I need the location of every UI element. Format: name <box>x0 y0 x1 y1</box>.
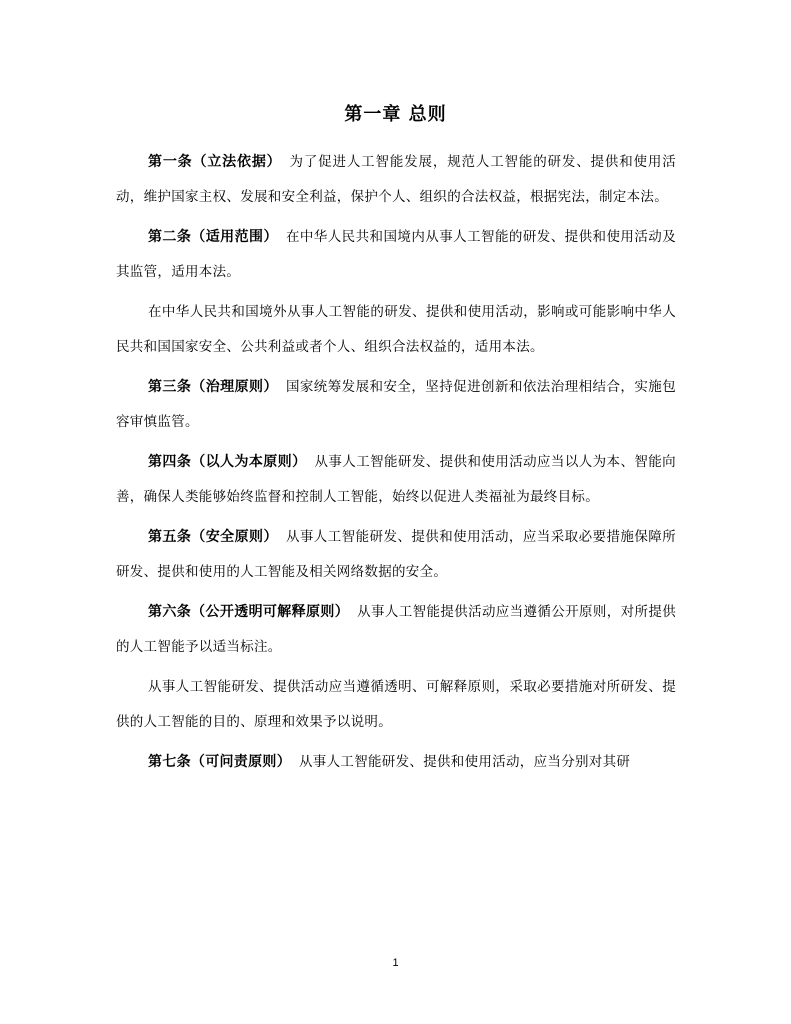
article-paragraph <box>116 595 676 664</box>
article-label: 第三条（治理原则） <box>148 379 278 395</box>
page-number: 1 <box>392 957 399 969</box>
article-text: 从事人工智能提供活动应当遵循公开原则，对所提供的人工智能予以适当标注。 <box>116 604 677 655</box>
article-paragraph <box>116 745 676 780</box>
article-label: 第一条（立法依据） <box>148 154 282 170</box>
article-label: 第七条（可问责原则） <box>148 754 291 770</box>
article-label: 第四条（以人为本原则） <box>148 454 307 470</box>
article-text: 从事人工智能研发、提供活动应当遵循透明、可解释原则，采取必要措施对所研发、提供的人工智能的目的、原理和效果予以说明。 <box>116 679 676 730</box>
article-paragraph <box>116 670 676 739</box>
article-paragraph <box>116 145 676 214</box>
article-text: 在中华人民共和国境外从事人工智能的研发、提供和使用活动，影响或可能影响中华人民共和国国家安全、公共利益或者个人、组织合法权益的，适用本法。 <box>116 304 676 355</box>
article-paragraph <box>116 445 676 514</box>
article-text: 从事人工智能研发、提供和使用活动应当以人为本、智能向善，确保人类能够始终监督和控制人工智能，始终以促进人类福祉为最终目标。 <box>116 454 676 505</box>
article-text: 从事人工智能研发、提供和使用活动，应当采取必要措施保障所研发、提供和使用的人工智能及相关网络数据的安全。 <box>116 529 677 580</box>
chapter-title: 第一章 总则 <box>344 104 447 125</box>
article-label: 第二条（适用范围） <box>148 229 278 245</box>
article-paragraph <box>116 370 676 439</box>
article-paragraph <box>116 295 676 364</box>
article-text: 国家统筹发展和安全，坚持促进创新和依法治理相结合，实施包容审慎监管。 <box>116 379 677 430</box>
article-paragraph <box>116 520 676 589</box>
article-text: 从事人工智能研发、提供和使用活动，应当分别对其研 <box>299 754 631 770</box>
document-body <box>116 145 676 786</box>
article-paragraph <box>116 220 676 289</box>
article-label: 第六条（公开透明可解释原则） <box>148 604 350 620</box>
article-text: 在中华人民共和国境内从事人工智能的研发、提供和使用活动及其监管，适用本法。 <box>116 229 677 280</box>
article-label: 第五条（安全原则） <box>148 529 278 545</box>
article-text: 为了促进人工智能发展，规范人工智能的研发、提供和使用活动，维护国家主权、发展和安全利益，保护个人、组织的合法权益，根据宪法，制定本法。 <box>116 154 676 205</box>
